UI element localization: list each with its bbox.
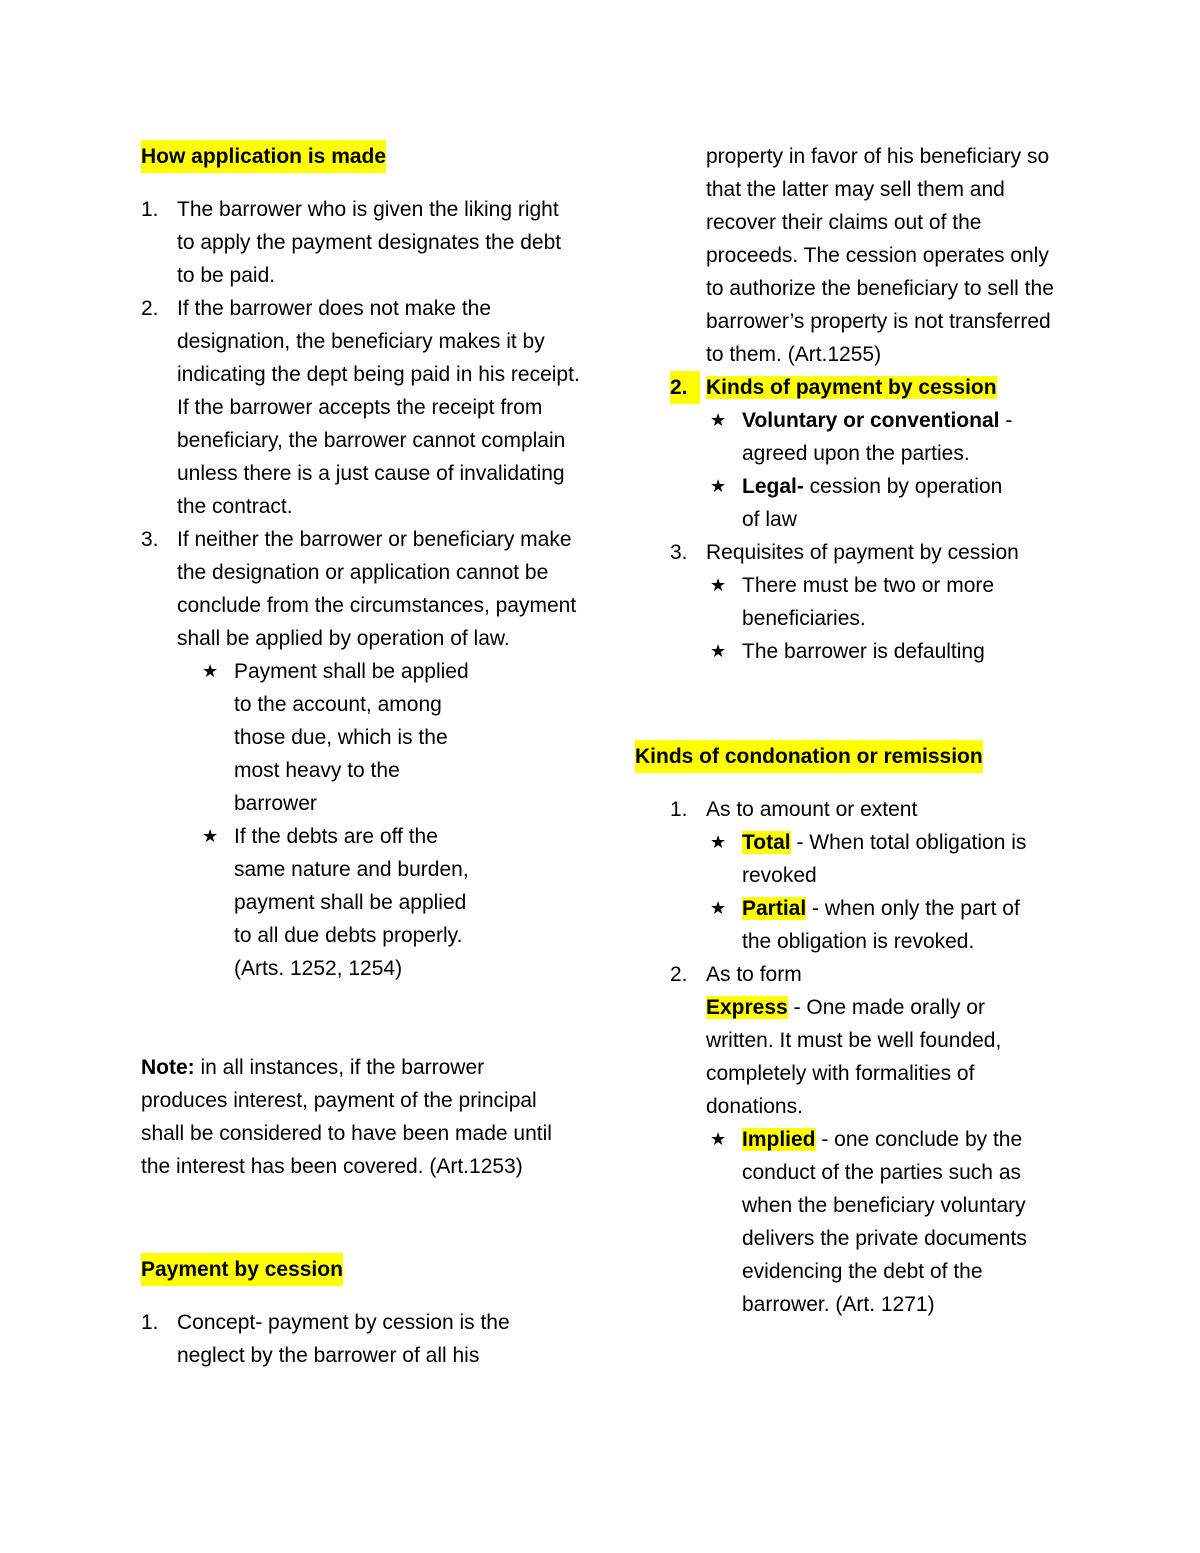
list-item xyxy=(670,371,1070,404)
term-partial: Partial xyxy=(742,897,807,920)
list-item xyxy=(670,958,1070,991)
sub-item-text: If the debts are off the same nature and burden, payment shall be applied to all due debts properly. (Arts. 1252, 1254) xyxy=(234,825,469,980)
sub-list-item xyxy=(706,404,1022,470)
term-definition: - One made orally or written. It must be well founded, completely with formalities of donations. xyxy=(706,996,1002,1118)
sub-list-item xyxy=(706,635,1022,668)
list-item xyxy=(141,292,581,523)
list-item-text: If neither the barrower or beneficiary make the designation or application cannot be conclude from the circumstances, payment shall be applied by operation of law. xyxy=(177,528,577,650)
right-column xyxy=(635,140,1070,1321)
star-bullet-icon: ★ xyxy=(710,832,727,852)
continued-text: property in favor of his beneficiary so that the latter may sell them and recover their claims out of the proceeds. The cession operates only to authorize the beneficiary to sell the barrower’s property is not transferred to them. (Art.1255) xyxy=(706,145,1054,366)
sub-list-item xyxy=(706,569,1022,635)
left-column xyxy=(141,140,581,1372)
list-number: 2. xyxy=(670,963,688,986)
term-definition: cession by operation of law xyxy=(742,475,1003,531)
term-definition: - one conclude by the conduct of the parties such as when the beneficiary voluntary delivers the private documents evidencing the debt of the barrower. (Art. 1271) xyxy=(742,1128,1027,1316)
note-text: in all instances, if the barrower produces interest, payment of the principal shall be considered to have been made until the interest has been covered. (Art.1253) xyxy=(141,1056,552,1178)
express-paragraph xyxy=(670,991,1016,1123)
list-number: 2. xyxy=(141,297,159,320)
heading-payment-by-cession: Payment by cession xyxy=(141,1253,343,1286)
list-item xyxy=(141,523,581,655)
term-definition: - When total obligation is revoked xyxy=(742,831,1027,887)
sub-item-text: The barrower is defaulting xyxy=(742,640,985,663)
sub-list-item xyxy=(198,820,484,985)
note-label: Note: xyxy=(141,1056,195,1079)
star-bullet-icon: ★ xyxy=(710,898,727,918)
term-definition: - agreed upon the parties. xyxy=(742,409,1013,465)
sub-list-item xyxy=(706,1123,1042,1321)
sub-item-text: Payment shall be applied to the account, among those due, which is the most heavy to the barrower xyxy=(234,660,469,815)
star-bullet-icon: ★ xyxy=(710,1129,727,1149)
term-legal: Legal- xyxy=(742,475,804,498)
term-implied: Implied xyxy=(742,1128,816,1151)
star-bullet-icon: ★ xyxy=(710,410,727,430)
list-number: 1. xyxy=(141,1311,159,1334)
list-number: 3. xyxy=(141,528,159,551)
heading-kinds-of-payment: Kinds of payment by cession xyxy=(706,376,997,399)
heading-kinds-of-condonation: Kinds of condonation or remission xyxy=(635,740,983,773)
star-bullet-icon: ★ xyxy=(710,641,727,661)
list-item xyxy=(670,793,1070,826)
sub-list-item xyxy=(706,826,1042,892)
list-item-text: Concept- payment by cession is the neglect by the barrower of all his xyxy=(177,1311,510,1367)
list-number: 1. xyxy=(141,198,159,221)
term-voluntary: Voluntary or conventional xyxy=(742,409,1000,432)
star-bullet-icon: ★ xyxy=(710,476,727,496)
list-item-text: If the barrower does not make the designation, the beneficiary makes it by indicating the dept being paid in his receipt. If the barrower accepts the receipt from beneficiary, the barrower cannot complain unless there is a just cause of invalidating the contract. xyxy=(177,297,580,518)
sub-list-item xyxy=(198,655,484,820)
term-definition: - when only the part of the obligation is revoked. xyxy=(742,897,1020,953)
list-number: 3. xyxy=(670,541,688,564)
sub-item-text: There must be two or more beneficiaries. xyxy=(742,574,995,630)
list-item xyxy=(141,1306,557,1372)
star-bullet-icon: ★ xyxy=(710,575,727,595)
list-number: 2. xyxy=(670,371,700,404)
list-item-text: Requisites of payment by cession xyxy=(706,541,1019,564)
star-bullet-icon: ★ xyxy=(202,661,219,681)
term-total: Total xyxy=(742,831,791,854)
note-paragraph xyxy=(141,1051,571,1183)
term-express: Express xyxy=(706,996,788,1019)
list-item-text: As to amount or extent xyxy=(706,798,918,821)
list-item xyxy=(670,536,1070,569)
star-bullet-icon: ★ xyxy=(202,826,219,846)
heading-how-application: How application is made xyxy=(141,140,386,173)
list-item-text: The barrower who is given the liking right to apply the payment designates the debt to be paid. xyxy=(177,198,562,287)
sub-list-item xyxy=(706,892,1042,958)
list-number: 1. xyxy=(670,798,688,821)
sub-list-item xyxy=(706,470,1022,536)
list-item xyxy=(141,193,581,292)
list-item-text: As to form xyxy=(706,963,802,986)
